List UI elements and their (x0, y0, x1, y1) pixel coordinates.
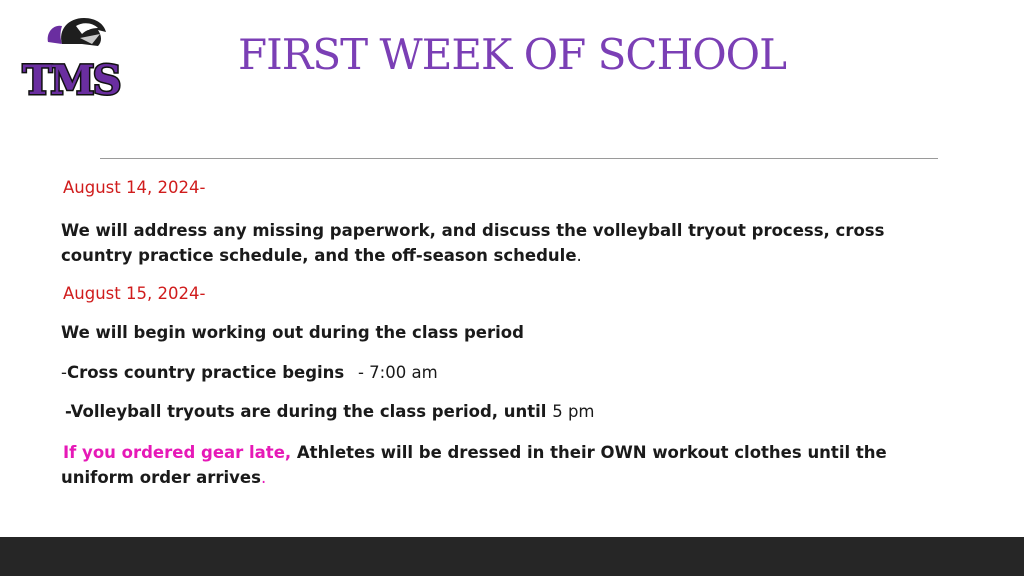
cross-country-line (61, 363, 438, 382)
paragraph-aug14-text: We will address any missing paperwork, and discuss the volleyball tryout process, cross country practice schedule, and the off-season schedule (61, 221, 885, 265)
cc-dash: - (61, 363, 67, 382)
gear-paragraph (61, 440, 921, 490)
page-title: FIRST WEEK OF SCHOOL (238, 30, 786, 79)
logo-text: TMS (22, 57, 120, 100)
date-line-aug14 (61, 178, 205, 197)
paragraph-aug14-period: . (576, 246, 582, 265)
footer-bar (0, 537, 1024, 576)
date-aug14: August 14, 2024- (63, 178, 206, 197)
gear-late-text: If you ordered gear late, (63, 443, 292, 462)
volleyball-line (65, 402, 595, 421)
title-divider (100, 158, 938, 159)
gear-rest-text: Athletes will be dressed in their OWN workout clothes until the uniform order arrives (61, 443, 887, 487)
vb-text: -Volleyball tryouts are during the class period, until (65, 402, 547, 421)
date-line-aug15 (61, 284, 205, 303)
cc-text: Cross country practice begins (66, 363, 345, 382)
date-aug15: August 15, 2024- (63, 284, 206, 303)
vb-time: 5 pm (552, 402, 595, 421)
paragraph-aug14 (61, 218, 921, 268)
cc-time: - 7:00 am (357, 363, 438, 382)
gear-period: . (260, 468, 267, 487)
workout-line: We will begin working out during the class period (61, 323, 524, 342)
